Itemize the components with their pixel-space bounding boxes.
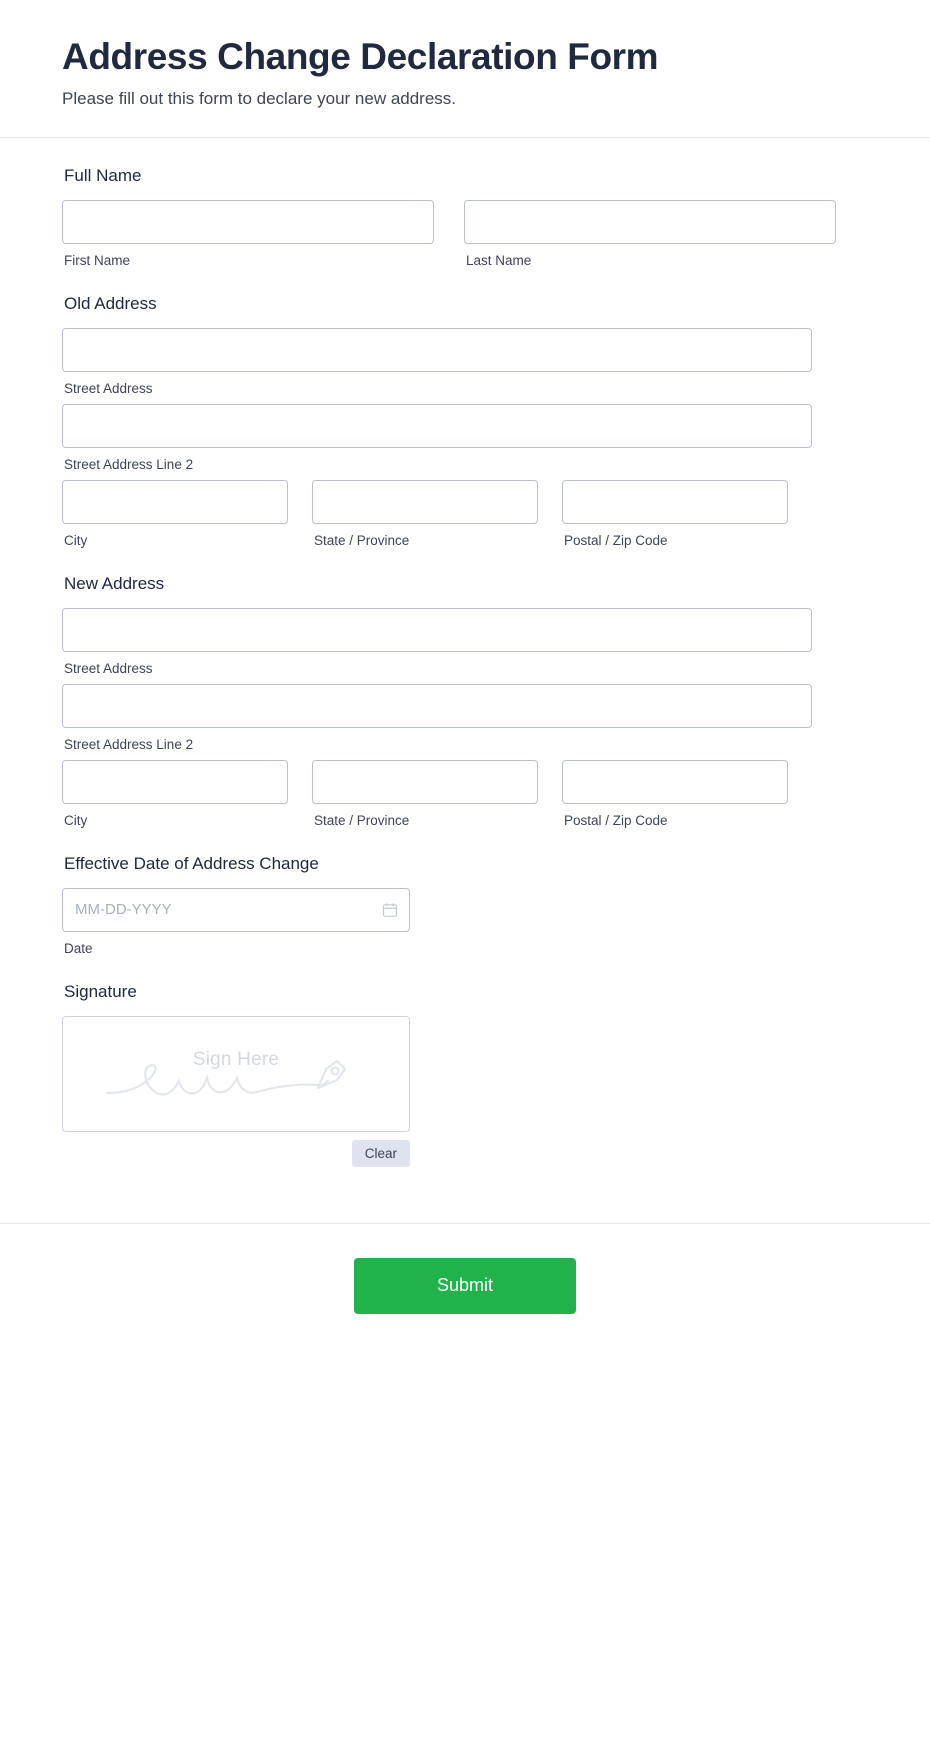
- old-street-input[interactable]: [62, 328, 812, 372]
- signature-pad[interactable]: [62, 1016, 410, 1132]
- new-zip-caption: Postal / Zip Code: [564, 812, 668, 828]
- signature-label: Signature: [64, 981, 137, 1001]
- form-footer: [0, 1223, 930, 1354]
- first-name-field: [62, 200, 434, 268]
- new-street2-input[interactable]: [62, 684, 812, 728]
- last-name-input[interactable]: [464, 200, 836, 244]
- new-street-caption: Street Address: [64, 660, 153, 676]
- last-name-field: [464, 200, 836, 268]
- last-name-caption: Last Name: [466, 252, 532, 268]
- new-state-input[interactable]: [312, 760, 538, 804]
- page-subtitle: Please fill out this form to declare your new address.: [62, 88, 457, 108]
- field-group-signature: [62, 982, 868, 1167]
- new-city-field: [62, 760, 288, 828]
- field-group-old-address: [62, 294, 868, 548]
- old-city-caption: City: [64, 532, 88, 548]
- old-address-city-row: [62, 480, 868, 548]
- old-zip-field: [562, 480, 788, 548]
- effective-date-field: [62, 888, 868, 956]
- new-address-label: New Address: [64, 573, 165, 593]
- old-street-caption: Street Address: [64, 380, 153, 396]
- effective-date-label: Effective Date of Address Change: [64, 853, 319, 873]
- field-group-full-name: [62, 166, 868, 268]
- new-zip-input[interactable]: [562, 760, 788, 804]
- first-name-input[interactable]: [62, 200, 434, 244]
- form-body: [0, 138, 930, 1223]
- new-street2-caption: Street Address Line 2: [64, 736, 194, 752]
- new-street-field: [62, 608, 868, 676]
- new-street2-field: [62, 684, 868, 752]
- new-state-caption: State / Province: [314, 812, 410, 828]
- field-group-effective-date: [62, 854, 868, 956]
- old-street2-input[interactable]: [62, 404, 812, 448]
- new-address-city-row: [62, 760, 868, 828]
- clear-signature-button[interactable]: Clear: [352, 1140, 410, 1167]
- old-street2-caption: Street Address Line 2: [64, 456, 194, 472]
- signature-hint: Sign Here: [192, 1048, 280, 1070]
- old-street2-field: [62, 404, 868, 472]
- effective-date-input[interactable]: [62, 888, 410, 932]
- old-zip-caption: Postal / Zip Code: [564, 532, 668, 548]
- full-name-label: Full Name: [64, 165, 142, 185]
- old-street-field: [62, 328, 868, 396]
- pen-nib-icon: [311, 1055, 351, 1100]
- new-state-field: [312, 760, 538, 828]
- signature-clear-row: [62, 1140, 410, 1167]
- new-street-input[interactable]: [62, 608, 812, 652]
- old-address-label: Old Address: [64, 293, 157, 313]
- old-zip-input[interactable]: [562, 480, 788, 524]
- form-header: [0, 0, 930, 138]
- page-title: Address Change Declaration Form: [62, 36, 659, 77]
- effective-date-caption: Date: [64, 940, 93, 956]
- first-name-caption: First Name: [64, 252, 131, 268]
- old-state-caption: State / Province: [314, 532, 410, 548]
- date-input-wrap: [62, 888, 410, 932]
- old-state-input[interactable]: [312, 480, 538, 524]
- old-city-input[interactable]: [62, 480, 288, 524]
- field-group-new-address: [62, 574, 868, 828]
- old-state-field: [312, 480, 538, 548]
- new-city-input[interactable]: [62, 760, 288, 804]
- submit-button[interactable]: Submit: [354, 1258, 576, 1314]
- new-city-caption: City: [64, 812, 88, 828]
- old-city-field: [62, 480, 288, 548]
- new-zip-field: [562, 760, 788, 828]
- full-name-row: [62, 200, 868, 268]
